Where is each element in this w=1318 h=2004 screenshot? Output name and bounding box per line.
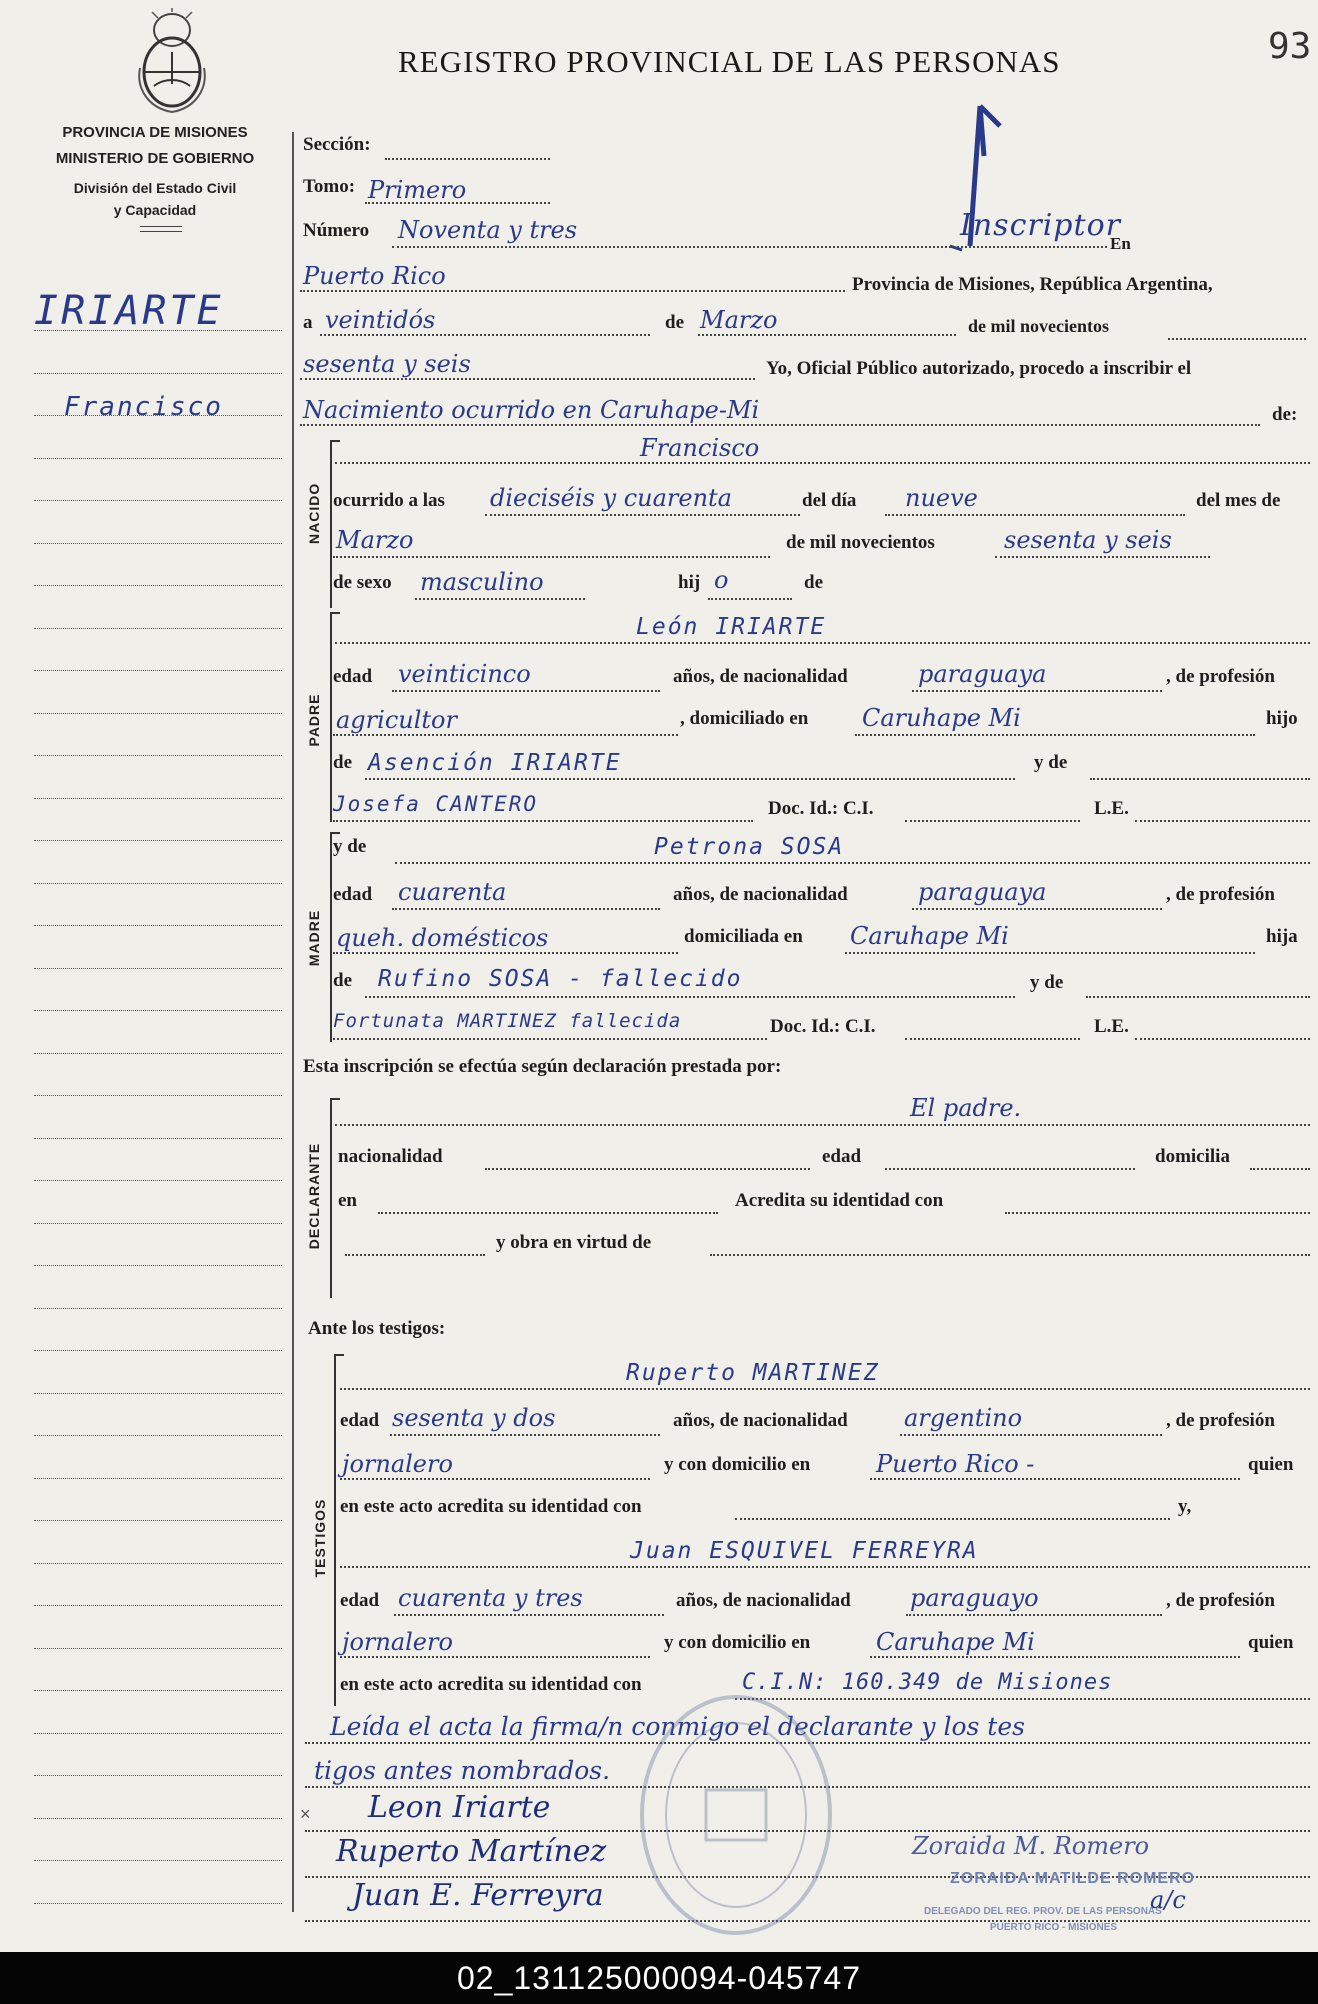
month-value: Marzo <box>700 306 778 334</box>
testigo1-domicile-line <box>870 1478 1240 1480</box>
padre-section-label: PADRE <box>306 693 322 747</box>
margin-ruled-line <box>34 925 282 926</box>
padre-edad-label: edad <box>333 666 373 687</box>
madre-bracket <box>330 832 332 1042</box>
testigo1-nationality-line <box>900 1434 1162 1436</box>
place-value: Puerto Rico <box>303 262 446 290</box>
testigo1-domicile-value: Puerto Rico - <box>876 1450 1035 1478</box>
padre-age-line <box>392 690 660 692</box>
declarante-obra-start-line <box>345 1254 485 1256</box>
declarante-edad-label: edad <box>822 1146 862 1167</box>
declarante-nacionalidad-line <box>485 1168 810 1170</box>
margin-ruled-line <box>34 1265 282 1266</box>
hij-label: hij <box>678 572 701 593</box>
testigo1-quien-label: quien <box>1248 1454 1294 1475</box>
coat-of-arms-icon <box>130 8 214 116</box>
testigo2-age-line <box>394 1614 664 1616</box>
padre-domicile-value: Caruhape Mi <box>862 704 1021 732</box>
tomo-line <box>365 202 550 204</box>
yo-oficial-label: Yo, Oficial Público autorizado, procedo a inscribir el <box>766 358 1192 379</box>
official-stamp-line-3: PUERTO RICO - MISIONES <box>990 1922 1118 1933</box>
testigo2-name-value: Juan ESQUIVEL FERREYRA <box>630 1538 979 1564</box>
day-line <box>320 334 650 336</box>
margin-ruled-line <box>34 1350 282 1351</box>
footer-code: 02_131125000094-045747 <box>0 1952 1318 2004</box>
numero-label: Número <box>303 220 370 241</box>
closing-line-1: Leída el acta la firma/n conmigo el declarante y los tes <box>330 1712 1025 1741</box>
padre-name-line <box>335 642 1310 644</box>
provincia-label: Provincia de Misiones, República Argentina, <box>852 274 1213 295</box>
margin-ruled-line <box>34 968 282 969</box>
margin-surname: IRIARTE <box>34 288 224 334</box>
division-heading-2: y Capacidad <box>113 202 197 218</box>
margin-ruled-line <box>34 1690 282 1691</box>
testigo2-domicile-value: Caruhape Mi <box>876 1628 1035 1656</box>
testigo2-nac-label: años, de nacionalidad <box>676 1590 851 1611</box>
margin-ruled-line <box>34 458 282 459</box>
madre-domiciliada-label: domiciliada en <box>684 926 803 947</box>
testigo1-acto-label: en este acto acredita su identidad con <box>340 1496 642 1517</box>
signature-juan-ferreyra: Juan E. Ferreyra <box>352 1878 604 1913</box>
padre-nac-label: años, de nacionalidad <box>673 666 848 687</box>
division-underline <box>140 226 182 227</box>
madre-doc-label: Doc. Id.: C.I. <box>770 1016 876 1037</box>
hij-suffix-value: o <box>714 566 729 594</box>
declarante-obra-label: y obra en virtud de <box>496 1232 652 1253</box>
nacido-section-label: NACIDO <box>306 482 322 544</box>
sex-value: masculino <box>420 568 544 596</box>
declarante-edad-line <box>885 1168 1135 1170</box>
margin-ruled-line <box>34 883 282 884</box>
signature-ruperto-martinez: Ruperto Martínez <box>336 1834 607 1869</box>
official-signature: Zoraida M. Romero <box>912 1832 1150 1860</box>
official-stamp-name: ZORAIDA MATILDE ROMERO <box>950 1870 1196 1887</box>
margin-ruled-line <box>34 500 282 501</box>
margin-ruled-line <box>34 373 282 374</box>
madre-y-de-line <box>1086 996 1310 998</box>
testigo2-name-line <box>340 1566 1310 1568</box>
margin-ruled-line <box>34 1223 282 1224</box>
child-name-value: Francisco <box>640 434 760 462</box>
signature-leon-iriarte: Leon Iriarte <box>368 1790 551 1825</box>
birth-month-line <box>333 556 770 558</box>
madre-y-de-label: y de <box>333 836 367 857</box>
declarante-bracket <box>330 1098 332 1298</box>
margin-ruled-line <box>34 1393 282 1394</box>
madre-le-label: L.E. <box>1094 1016 1129 1037</box>
birth-year-line <box>995 556 1210 558</box>
padre-nationality-line <box>912 690 1162 692</box>
place-line <box>300 290 845 292</box>
declarante-acredita-label: Acredita su identidad con <box>735 1190 944 1211</box>
testigo2-profesion-label: , de profesión <box>1166 1590 1275 1611</box>
margin-ruled-line <box>34 1010 282 1011</box>
testigo1-age-value: sesenta y dos <box>392 1404 556 1432</box>
margin-ruled-line <box>34 1435 282 1436</box>
sexo-label: de sexo <box>333 572 392 593</box>
sex-line <box>415 598 585 600</box>
testigo2-id-value: C.I.N: 160.349 de Misiones <box>742 1670 1113 1695</box>
province-heading: PROVINCIA DE MISIONES <box>62 124 248 141</box>
madre-mother-value: Fortunata MARTINEZ fallecida <box>333 1010 682 1032</box>
a-label: a <box>303 312 313 333</box>
declarante-bracket-top <box>330 1098 340 1100</box>
madre-de-label: de <box>333 970 352 991</box>
de-label-2: de <box>804 572 823 593</box>
division-heading-1: División del Estado Civil <box>73 180 237 196</box>
official-annotation: a/c <box>1150 1886 1186 1914</box>
event-value: Nacimiento ocurrido en Caruhape-Mi <box>303 396 760 424</box>
madre-nationality-value: paraguaya <box>918 878 1047 906</box>
tomo-label: Tomo: <box>303 176 356 197</box>
madre-mother-line <box>333 1038 767 1040</box>
margin-ruled-line <box>34 543 282 544</box>
madre-nationality-line <box>912 908 1162 910</box>
padre-de-label: de <box>333 752 352 773</box>
margin-ruled-line <box>34 1138 282 1139</box>
margin-ruled-line <box>34 628 282 629</box>
margin-ruled-line <box>34 1053 282 1054</box>
declarante-en-label: en <box>338 1190 357 1211</box>
margin-ruled-line <box>34 1095 282 1096</box>
padre-profession-value: agricultor <box>336 706 457 734</box>
declarante-value: El padre. <box>910 1094 1022 1122</box>
declarante-domicilio-label: domicilia <box>1155 1146 1230 1167</box>
de-colon-label: de: <box>1272 404 1298 425</box>
margin-ruled-line <box>34 1775 282 1776</box>
testigo2-edad-label: edad <box>340 1590 380 1611</box>
x-mark: × <box>300 1804 311 1824</box>
padre-ci-line <box>905 820 1080 822</box>
margin-ruled-line <box>34 798 282 799</box>
testigo1-domicilio-label: y con domicilio en <box>664 1454 811 1475</box>
margin-ruled-line <box>34 1818 282 1819</box>
de-label-1: de <box>665 312 684 333</box>
testigo1-nac-label: años, de nacionalidad <box>673 1410 848 1431</box>
testigos-bracket-top <box>334 1354 344 1356</box>
en-label: En <box>1110 234 1131 253</box>
tomo-value: Primero <box>368 176 467 204</box>
margin-ruled-line <box>34 585 282 586</box>
madre-name-line <box>395 862 1310 864</box>
padre-domicile-line <box>855 734 1255 736</box>
padre-father-line <box>365 778 1015 780</box>
seccion-line <box>385 158 550 160</box>
padre-doc-label: Doc. Id.: C.I. <box>768 798 874 819</box>
de-mil-novecientos-label: de mil novecientos <box>968 316 1109 336</box>
ocurrido-label: ocurrido a las <box>333 490 445 511</box>
margin-ruled-line <box>34 1733 282 1734</box>
testigo2-domicilio-label: y con domicilio en <box>664 1632 811 1653</box>
birth-day-value: nueve <box>905 484 978 512</box>
padre-domiciliado-label: , domiciliado en <box>680 708 809 729</box>
hij-line <box>708 598 792 600</box>
testigo1-name-line <box>340 1388 1310 1390</box>
official-stamp-line-2: DELEGADO DEL REG. PROV. DE LAS PERSONAS <box>924 1906 1162 1917</box>
month-line <box>698 334 956 336</box>
declarante-obra-line <box>710 1254 1310 1256</box>
testigo1-y-label: y, <box>1178 1496 1192 1517</box>
margin-divider <box>292 132 294 1912</box>
madre-domicile-value: Caruhape Mi <box>850 922 1009 950</box>
division-underline-2 <box>140 231 182 232</box>
official-seal-icon <box>636 1690 836 1940</box>
madre-hija-label: hija <box>1266 926 1298 947</box>
day-value: veintidós <box>325 306 436 334</box>
padre-mother-line <box>333 820 753 822</box>
del-dia-label: del día <box>802 490 857 511</box>
testigo2-nationality-value: paraguayo <box>910 1584 1039 1612</box>
testigo1-profession-value: jornalero <box>342 1450 453 1478</box>
margin-ruled-line <box>34 1563 282 1564</box>
padre-hijo-label: hijo <box>1266 708 1298 729</box>
child-name-line <box>335 462 1310 464</box>
margin-ruled-line <box>34 1308 282 1309</box>
madre-nac-label: años, de nacionalidad <box>673 884 848 905</box>
padre-name-value: León IRIARTE <box>636 614 827 640</box>
madre-domicile-line <box>845 952 1255 954</box>
esta-inscripcion-label: Esta inscripción se efectúa según declaración prestada por: <box>303 1056 782 1077</box>
testigo1-edad-label: edad <box>340 1410 380 1431</box>
testigos-section-label: TESTIGOS <box>312 1498 328 1578</box>
document-title: REGISTRO PROVINCIAL DE LAS PERSONAS <box>398 44 1061 79</box>
margin-ruled-line <box>34 755 282 756</box>
ministry-heading: MINISTERIO DE GOBIERNO <box>55 150 255 167</box>
padre-mother-value: Josefa CANTERO <box>333 792 539 816</box>
padre-profesion-label: , de profesión <box>1166 666 1275 687</box>
declarante-acredita-line <box>1005 1212 1310 1214</box>
seccion-label: Sección: <box>303 134 371 155</box>
page-number: 93 <box>1268 26 1312 67</box>
testigo1-age-line <box>390 1434 660 1436</box>
madre-bracket-top <box>330 832 340 834</box>
madre-father-line <box>365 996 1015 998</box>
declarante-domicilio-line <box>1250 1168 1310 1170</box>
padre-y-de-line <box>1090 778 1310 780</box>
testigo1-profession-line <box>340 1478 650 1480</box>
declarante-line <box>335 1124 1310 1126</box>
numero-line <box>392 246 1107 248</box>
padre-bracket-top <box>330 612 340 614</box>
testigo1-acto-line <box>735 1518 1170 1520</box>
madre-profesion-label: , de profesión <box>1166 884 1275 905</box>
margin-ruled-line <box>34 1648 282 1649</box>
madre-section-label: MADRE <box>306 909 322 967</box>
madre-profession-value: queh. domésticos <box>336 924 549 952</box>
padre-father-value: Asención IRIARTE <box>368 750 622 776</box>
margin-ruled-line <box>34 840 282 841</box>
hour-value: dieciséis y cuarenta <box>490 484 732 512</box>
madre-y-de-label-2: y de <box>1030 972 1064 993</box>
margin-ruled-line <box>34 713 282 714</box>
birth-year-value: sesenta y seis <box>1004 526 1172 554</box>
nacido-bracket-top <box>330 440 340 442</box>
margin-ruled-line <box>34 1903 282 1904</box>
padre-le-label: L.E. <box>1094 798 1129 819</box>
testigo2-age-value: cuarenta y tres <box>398 1584 583 1612</box>
testigo1-name-value: Ruperto MARTINEZ <box>626 1360 880 1386</box>
margin-ruled-line <box>34 670 282 671</box>
event-line <box>300 424 1260 426</box>
margin-ruled-line <box>34 1860 282 1861</box>
del-mes-label: del mes de <box>1196 490 1281 511</box>
testigo2-nationality-line <box>906 1614 1162 1616</box>
nacido-bracket <box>330 440 332 608</box>
margin-ruled-line <box>34 1180 282 1181</box>
madre-ci-line <box>905 1038 1080 1040</box>
ante-testigos-label: Ante los testigos: <box>308 1318 446 1339</box>
padre-nationality-value: paraguaya <box>918 660 1047 688</box>
birth-month-value: Marzo <box>336 526 414 554</box>
testigo2-profession-line <box>340 1656 650 1658</box>
testigo2-profession-value: jornalero <box>342 1628 453 1656</box>
madre-name-value: Petrona SOSA <box>654 834 845 860</box>
madre-edad-label: edad <box>333 884 373 905</box>
numero-value: Noventa y tres <box>398 216 578 244</box>
padre-profession-line <box>333 734 678 736</box>
madre-father-value: Rufino SOSA - fallecido <box>378 966 743 992</box>
year-line <box>300 378 755 380</box>
year-line-end <box>1168 338 1306 340</box>
de-mil-nov-label-2: de mil novecientos <box>786 532 935 553</box>
testigo1-profesion-label: , de profesión <box>1166 1410 1275 1431</box>
testigo2-quien-label: quien <box>1248 1632 1294 1653</box>
madre-le-line <box>1135 1038 1310 1040</box>
declarante-nacionalidad-label: nacionalidad <box>338 1146 443 1167</box>
margin-given-name: Francisco <box>64 392 223 422</box>
testigo1-nationality-value: argentino <box>904 1404 1023 1432</box>
margin-ruled-line <box>34 1478 282 1479</box>
padre-age-value: veinticinco <box>398 660 531 688</box>
madre-age-line <box>392 908 660 910</box>
side-mark-text: Inscriptor <box>960 208 1121 243</box>
birth-day-line <box>885 514 1185 516</box>
testigo2-acto-label: en este acto acredita su identidad con <box>340 1674 642 1695</box>
margin-ruled-line <box>34 1605 282 1606</box>
madre-profession-line <box>333 952 678 954</box>
declarante-section-label: DECLARANTE <box>306 1142 322 1250</box>
padre-bracket <box>330 612 332 822</box>
closing-line-2: tigos antes nombrados. <box>314 1756 611 1785</box>
testigo2-domicile-line <box>870 1656 1240 1658</box>
testigos-bracket <box>334 1354 336 1706</box>
year-value: sesenta y seis <box>303 350 471 378</box>
declarante-en-line <box>378 1212 718 1214</box>
padre-y-de-label: y de <box>1034 752 1068 773</box>
madre-age-value: cuarenta <box>398 878 507 906</box>
margin-ruled-line <box>34 1520 282 1521</box>
padre-le-line <box>1135 820 1310 822</box>
hour-line <box>485 514 800 516</box>
